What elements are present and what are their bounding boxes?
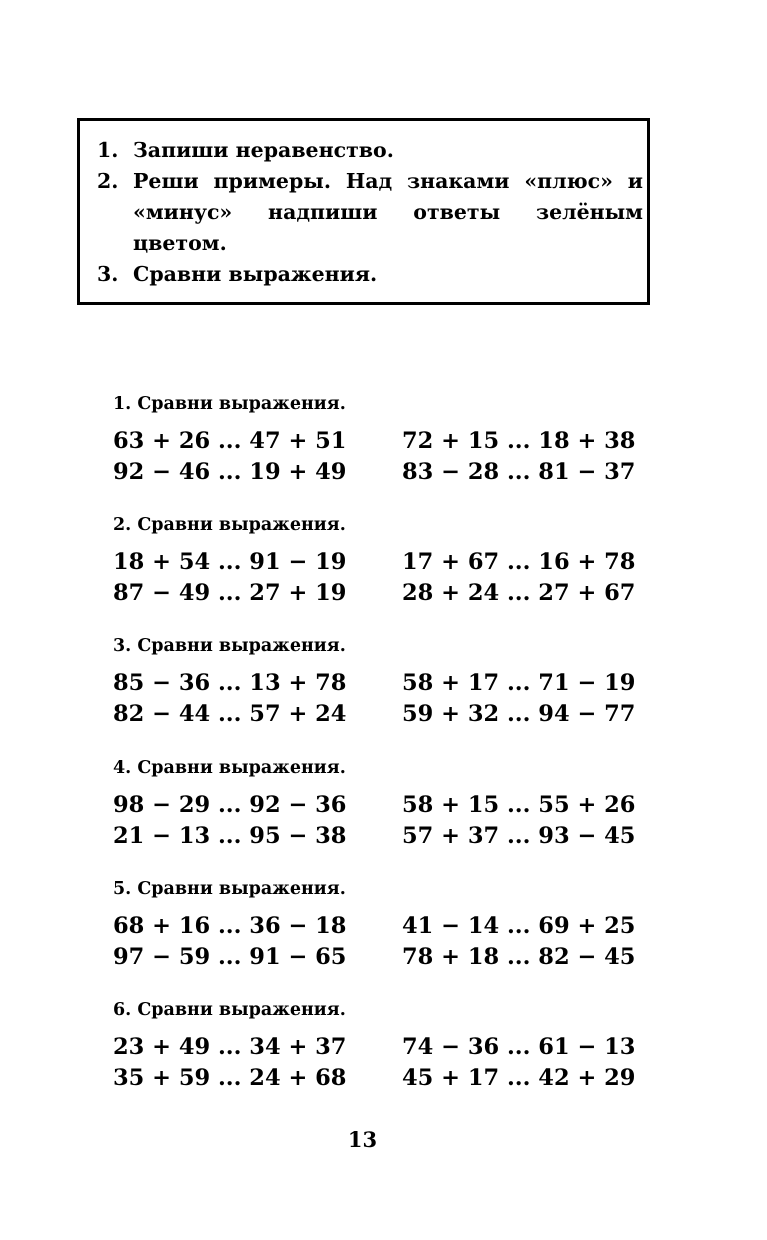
expression-comparison: 23 + 49 ... 34 + 37 bbox=[113, 1033, 347, 1060]
exercise-section bbox=[113, 998, 653, 1094]
expression-grid bbox=[113, 911, 653, 973]
exercise-section bbox=[113, 756, 653, 852]
expression-comparison: 59 + 32 ... 94 − 77 bbox=[402, 701, 636, 728]
expression-comparison: 57 + 37 ... 93 − 45 bbox=[402, 822, 636, 849]
expression-grid bbox=[113, 668, 653, 730]
expression-comparison: 18 + 54 ... 91 − 19 bbox=[113, 549, 347, 576]
expression-grid bbox=[113, 547, 653, 609]
exercise-sections bbox=[113, 392, 653, 1119]
exercise-title: 3. Сравни выражения. bbox=[113, 636, 346, 657]
expression-comparison: 41 − 14 ... 69 + 25 bbox=[402, 912, 636, 939]
instructions-box bbox=[77, 118, 650, 305]
exercise-title: 2. Сравни выражения. bbox=[113, 515, 346, 536]
expression-grid bbox=[113, 790, 653, 852]
expression-grid bbox=[113, 1032, 653, 1094]
page-number: 13 bbox=[347, 1127, 378, 1152]
expression-comparison: 58 + 15 ... 55 + 26 bbox=[402, 791, 636, 818]
instruction-text: Запиши неравенство. bbox=[133, 138, 394, 162]
instruction-number: 2. bbox=[97, 169, 119, 193]
exercise-title: 6. Сравни выражения. bbox=[113, 999, 346, 1020]
exercise-section bbox=[113, 877, 653, 973]
instruction-item bbox=[97, 259, 643, 290]
exercise-title: 4. Сравни выражения. bbox=[113, 757, 346, 778]
instruction-number: 3. bbox=[97, 262, 119, 286]
expression-comparison: 17 + 67 ... 16 + 78 bbox=[402, 549, 636, 576]
expression-comparison: 83 − 28 ... 81 − 37 bbox=[402, 459, 636, 485]
exercise-section bbox=[113, 392, 653, 488]
instructions-list bbox=[80, 121, 647, 290]
instruction-item bbox=[97, 166, 643, 259]
expression-comparison: 78 + 18 ... 82 − 45 bbox=[402, 943, 636, 970]
instruction-text: Реши примеры. Над знаками «плюс» и «минус» надпиши ответы зелёным цветом. bbox=[133, 169, 643, 255]
expression-comparison: 97 − 59 ... 91 − 65 bbox=[113, 943, 347, 970]
expression-grid bbox=[113, 426, 653, 488]
expression-comparison: 45 + 17 ... 42 + 29 bbox=[402, 1064, 636, 1091]
expression-comparison: 98 − 29 ... 92 − 36 bbox=[113, 791, 347, 818]
expression-comparison: 82 − 44 ... 57 + 24 bbox=[113, 701, 347, 728]
expression-comparison: 74 − 36 ... 61 − 13 bbox=[402, 1033, 636, 1060]
expression-comparison: 85 − 36 ... 13 + 78 bbox=[113, 670, 347, 697]
instruction-item bbox=[97, 135, 643, 166]
expression-comparison: 35 + 59 ... 24 + 68 bbox=[113, 1064, 347, 1091]
instruction-text: Сравни выражения. bbox=[133, 262, 378, 286]
expression-comparison: 28 + 24 ... 27 + 67 bbox=[402, 580, 636, 607]
expression-comparison: 72 + 15 ... 18 + 38 bbox=[402, 428, 636, 454]
expression-comparison: 63 + 26 ... 47 + 51 bbox=[113, 428, 347, 454]
exercise-section bbox=[113, 513, 653, 609]
expression-comparison: 68 + 16 ... 36 − 18 bbox=[113, 912, 347, 939]
expression-comparison: 58 + 17 ... 71 − 19 bbox=[402, 670, 636, 697]
expression-comparison: 21 − 13 ... 95 − 38 bbox=[113, 822, 347, 849]
expression-comparison: 87 − 49 ... 27 + 19 bbox=[113, 580, 347, 607]
exercise-section bbox=[113, 634, 653, 730]
expression-comparison: 92 − 46 ... 19 + 49 bbox=[113, 459, 347, 485]
instruction-number: 1. bbox=[97, 138, 119, 162]
exercise-title: 5. Сравни выражения. bbox=[113, 878, 346, 899]
exercise-title: 1. Сравни выражения. bbox=[113, 394, 346, 414]
